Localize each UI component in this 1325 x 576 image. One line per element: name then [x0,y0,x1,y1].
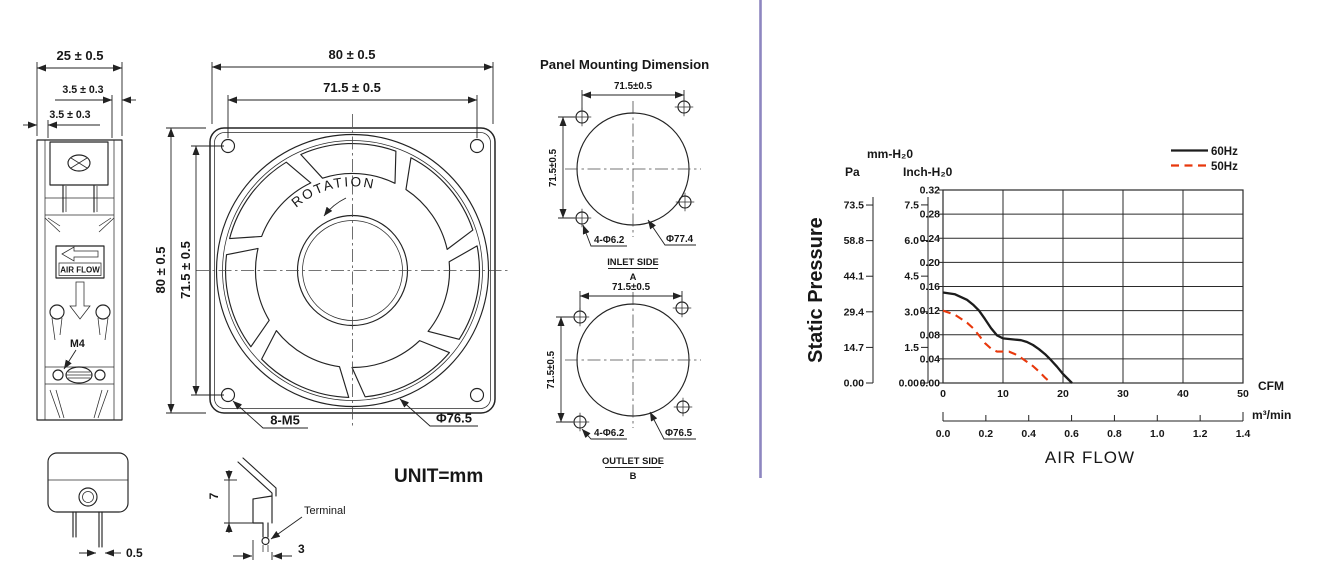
impeller-dia-label: Φ76.5 [436,410,472,426]
x-axis-title: AIR FLOW [1044,448,1136,467]
mm-tick-label: 3.0 [904,306,919,319]
mm-tick-label: 1.5 [904,341,919,354]
panel-a-ref-label: A [629,271,637,282]
inch-tick-label: 0.00 [919,377,940,390]
y-axis-title: Static Pressure [805,217,827,363]
side-width-dim: 25 ± 0.5 [56,48,104,63]
cfm-tick-label: 10 [997,388,1009,400]
m3-tick-label: 1.4 [1235,428,1251,440]
m4-label: M4 [70,338,85,350]
fan-side-view [23,48,136,420]
legend-60hz-label: 60Hz [1211,146,1238,158]
panel-b-dim-v: 71.5±0.5 [546,350,557,390]
panel-b-ref-label: B [629,470,637,481]
pa-tick-label: 29.4 [843,306,864,319]
inch-axis [920,185,943,390]
mounting-holes-label: 8-M5 [270,412,300,428]
m3-tick-label: 0.0 [935,428,951,440]
terminal-detail [207,458,346,560]
inch-tick-label: 0.08 [919,329,940,342]
pa-tick-label: 0.00 [843,377,864,390]
panel-b-dia-label: Φ76.5 [665,428,693,439]
panel-a-side-label: INLET SIDE [607,256,659,267]
inch-tick-label: 0.32 [919,184,940,197]
performance-chart [805,146,1291,467]
m3min-axis [936,412,1251,440]
chart-legend [1171,146,1238,173]
airflow-label: AIR FLOW [60,265,100,275]
terminal-height-dim: 7 [207,492,221,500]
pa-tick-label: 58.8 [843,235,864,248]
panel-mounting-title: Panel Mounting Dimension [540,57,710,72]
inch-tick-label: 0.20 [919,256,940,269]
mm-tick-label: 6.0 [904,235,919,248]
terminal-label: Terminal [304,505,346,517]
panel-b-side-label: OUTLET SIDE [602,455,664,466]
front-hole-span-v-dim: 71.5 ± 0.5 [178,241,193,299]
unit-label: UNIT=mm [394,466,484,487]
cfm-tick-label: 30 [1117,388,1129,400]
curve-60hz [943,293,1072,384]
inch-tick-label: 0.12 [919,305,940,318]
m3-tick-label: 0.8 [1107,428,1122,440]
panel-b-holes-label: 4-Φ6.2 [594,428,625,439]
m3-tick-label: 0.6 [1064,428,1079,440]
m3min-unit-label: m³/min [1252,408,1292,422]
rotation-label: ROTATION [288,174,377,211]
pin-width-dim: 0.5 [126,546,143,560]
m3-tick-label: 1.2 [1192,428,1208,440]
plug-detail [48,453,143,560]
flange-right-dim: 3.5 ± 0.3 [62,84,104,96]
inch-tick-label: 0.24 [919,232,940,245]
pa-tick-label: 73.5 [843,199,864,212]
panel-a-dia-label: Φ77.4 [666,234,694,245]
panel-a-screw-holes [573,98,694,227]
fan-front-view [153,47,509,428]
cfm-axis [940,388,1249,400]
panel-mounting [540,57,709,481]
inch-tick-label: 0.04 [919,353,940,366]
mm-tick-label: 7.5 [904,199,919,212]
cfm-unit-label: CFM [1258,379,1284,393]
pa-tick-label: 44.1 [843,270,864,283]
airflow-left-arrow-icon [62,247,98,261]
flange-left-dim: 3.5 ± 0.3 [49,109,91,121]
unit-mmh2o-label: mm-H₂0 [867,147,914,161]
mm-tick-label: 0.00 [898,377,919,390]
panel-outlet-b [546,282,701,481]
m3-tick-label: 0.2 [978,428,994,440]
inch-tick-label: 0.28 [919,208,940,221]
cfm-tick-label: 40 [1177,388,1189,400]
panel-a-holes-label: 4-Φ6.2 [594,235,625,246]
panel-b-screw-holes [571,299,692,431]
panel-a-dim-v: 71.5±0.5 [548,148,559,188]
mm-tick-label: 4.5 [904,270,919,283]
cfm-tick-label: 0 [940,388,946,400]
chart-grid [943,190,1243,383]
panel-b-dim-h: 71.5±0.5 [611,282,651,293]
cfm-tick-label: 50 [1237,388,1249,400]
pa-axis [844,197,873,390]
front-width-dim: 80 ± 0.5 [328,47,376,62]
cfm-tick-label: 20 [1057,388,1069,400]
terminal-width-dim: 3 [298,542,305,556]
m3-tick-label: 1.0 [1149,428,1165,440]
inch-tick-label: 0.16 [919,281,940,293]
legend-50hz-label: 50Hz [1211,161,1238,173]
chart-curves [943,293,1072,384]
front-hole-span-dim: 71.5 ± 0.5 [323,80,381,95]
rotation-arrow-icon [324,198,346,216]
unit-inch-label: Inch-H₂0 [903,165,953,179]
panel-a-dim-h: 71.5±0.5 [613,81,653,92]
pa-tick-label: 14.7 [843,341,864,354]
m3-tick-label: 0.4 [1021,428,1037,440]
panel-inlet-a [548,81,701,282]
airflow-down-arrow-icon [70,282,90,319]
unit-pa-label: Pa [845,165,860,179]
front-height-dim: 80 ± 0.5 [153,246,168,294]
